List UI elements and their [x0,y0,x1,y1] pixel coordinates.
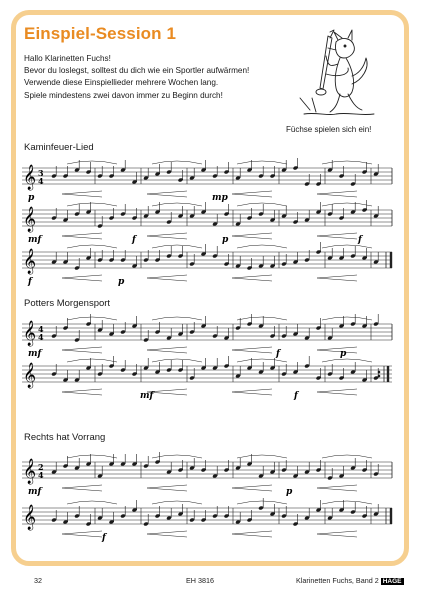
song-title: Kaminfeuer-Lied [24,142,94,153]
treble-clef: 𝄞 [23,459,37,484]
music-staff [22,500,394,546]
slur [237,455,287,458]
notes-group [51,314,379,353]
slur [237,317,287,320]
hairpin [147,191,187,197]
slur [237,161,287,164]
music-staff [22,244,394,290]
intro-text [24,53,284,102]
song-title: Rechts hat Vorrang [24,432,106,443]
dynamic-marking: f [132,235,136,245]
time-signature-top: 3 [38,168,44,178]
notes-group [51,200,379,239]
hairpin [62,275,102,281]
hairpin [317,389,357,395]
notes-group [51,242,379,281]
hairpin [317,191,357,197]
dynamic-marking: f [276,349,280,359]
time-signature-bottom: 4 [38,176,44,186]
slur [67,455,117,458]
slur [67,359,117,362]
fox-clarinet-illustration [290,28,378,120]
dynamic-marking: f [358,235,362,245]
hairpin [147,531,187,537]
hairpin [62,485,102,491]
hairpin [62,191,102,197]
slur [237,501,287,504]
notes-group [51,158,379,197]
slur [67,203,117,206]
hairpin [147,275,187,281]
slur [152,501,202,504]
slur [322,245,372,248]
notes-group [51,498,379,537]
dynamic-marking: f [28,277,32,287]
music-staff [22,160,394,206]
dynamic-marking: mf [28,235,42,245]
treble-clef: 𝄞 [23,249,37,274]
time-signature-bottom: 4 [38,332,44,342]
hairpin [147,485,187,491]
slur [322,203,372,206]
hairpin [317,233,357,239]
treble-clef: 𝄞 [23,505,37,530]
dynamic-marking: f [102,533,106,543]
dynamic-marking: p [28,193,35,203]
hairpin [317,347,357,353]
slur [152,359,202,362]
hairpin [62,531,102,537]
slur [67,501,117,504]
time-signature-bottom: 4 [38,470,44,480]
hairpin [232,531,272,537]
slur [322,455,372,458]
slur [322,161,372,164]
slur [152,161,202,164]
slur [67,317,117,320]
hairpin [62,389,102,395]
hairpin [232,389,272,395]
music-staff [22,202,394,248]
hairpin [147,233,187,239]
hairpin [232,485,272,491]
hairpin [317,485,357,491]
time-signature-top: 4 [38,324,44,334]
intro-line: Spiele mindestens zwei davon immer zu Beginn durch! [24,90,223,100]
music-staff [22,316,394,362]
publisher-logo: HAGE [382,578,402,585]
hairpin [232,191,272,197]
dynamic-marking: mp [212,193,228,203]
hairpin [62,347,102,353]
treble-clef: 𝄞 [23,363,37,388]
intro-line: Bevor du loslegst, solltest du dich wie ein Sportler aufwärmen! [24,66,250,76]
notes-group [51,356,379,395]
edition-number: EH 3816 [186,576,214,585]
slur [152,245,202,248]
slur [322,317,372,320]
music-staff [22,454,394,500]
dynamic-marking: p [286,487,293,497]
slur [237,203,287,206]
session-title: Einspiel-Session 1 [24,24,177,43]
slur [67,161,117,164]
slur [237,245,287,248]
hairpin [317,275,357,281]
slur [322,501,372,504]
book-name: Klarinetten Fuchs, Band 2 [296,576,379,585]
dynamic-marking: p [222,235,229,245]
notes-group [51,452,379,491]
slur [237,359,287,362]
hairpin [62,233,102,239]
slur [322,359,372,362]
dynamic-marking: mf [28,487,42,497]
dynamic-marking: mf [140,391,154,401]
hairpin [232,233,272,239]
song-title: Potters Morgensport [24,298,111,309]
treble-clef: 𝄞 [23,207,37,232]
hairpin [232,275,272,281]
music-staff [22,358,394,404]
dynamic-marking: p [118,277,125,287]
intro-line: Hallo Klarinetten Fuchs! [24,54,111,63]
dynamic-marking: mf [28,349,42,359]
treble-clef: 𝄞 [23,321,37,346]
slur [67,245,117,248]
hairpin [232,347,272,353]
slur [152,317,202,320]
hairpin [317,531,357,537]
illustration-caption: Füchse spielen sich ein! [286,125,372,134]
dynamic-marking: f [294,391,298,401]
book-title [296,576,404,585]
hairpin [147,347,187,353]
treble-clef: 𝄞 [23,165,37,190]
intro-line: Verwende diese Einspiellieder mehrere Wochen lang. [24,78,219,88]
time-signature-top: 2 [38,462,44,472]
dynamic-marking: p [340,349,347,359]
page-number: 32 [34,576,42,585]
